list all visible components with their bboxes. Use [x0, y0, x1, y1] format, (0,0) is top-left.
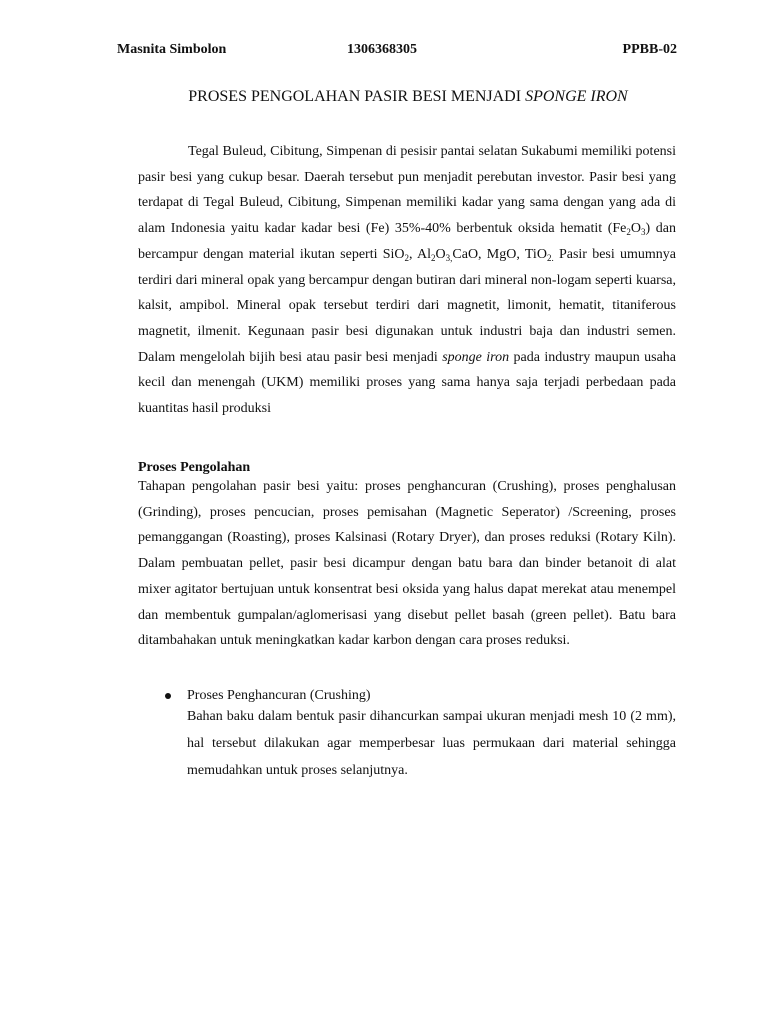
- title-italic: SPONGE IRON: [525, 88, 628, 105]
- intro-text: pada industry maupun usaha kecil dan menengah (UKM) memiliki proses yang sama hanya saja terjadi perbedaan pada kuantitas hasil produksi: [138, 349, 677, 417]
- section-heading: Proses Pengolahan: [138, 460, 251, 475]
- intro-text: CaO, MgO, TiO: [452, 246, 547, 262]
- italic-term: sponge iron: [442, 349, 510, 365]
- subscript: 2: [404, 252, 410, 263]
- subscript: 2: [431, 252, 436, 263]
- intro-text: , Al: [409, 246, 432, 262]
- title-main: PROSES PENGOLAHAN PASIR BESI MENJADI: [188, 88, 522, 105]
- page-header: [117, 42, 677, 62]
- document-code: PPBB-02: [622, 42, 677, 57]
- intro-paragraph: [138, 139, 676, 422]
- student-id: 1306368305: [347, 42, 417, 57]
- bullet-title: Proses Penghancuran (Crushing): [187, 688, 371, 703]
- subscript: 2: [626, 227, 631, 238]
- intro-text: Pasir besi umumnya terdiri dari mineral opak yang bercampur dengan butiran dari mineral non-logam seperti kuarsa, kalsit, ampibol. Mineral opak tersebut terdiri dari magnetit, limonit, hematit, titaniferous magnetit, ilmenit. Kegunaan pasir besi digunakan untuk industri baja dan industri semen. Dalam mengelolah bijih besi atau pasir besi menjadi: [138, 246, 676, 365]
- intro-text: ) dan bercampur dengan material ikutan seperti SiO: [138, 221, 676, 262]
- intro-text: O: [435, 246, 446, 262]
- bullet-icon: [165, 693, 171, 699]
- subscript: 3,: [445, 252, 453, 263]
- document-title: [138, 88, 678, 106]
- intro-text: O: [630, 221, 642, 237]
- subscript: 2.: [546, 252, 554, 263]
- section-paragraph: Tahapan pengolahan pasir besi yaitu: proses penghancuran (Crushing), proses penghalusan (Grinding), proses pencucian, proses pemisahan (Magnetic Seperator) /Screening, proses pemanggangan (Roasting), proses Kalsinasi (Rotary Dryer), dan proses reduksi (Rotary Kiln). Dalam pembuatan pellet, pasir besi dicampur dengan batu bara dan binder betanoit di alat mixer agitator bertujuan untuk konsentrat besi oksida yang halus dapat merekat atau menempel dan membentuk gumpalan/aglomerisasi yang disebut pellet basah (green pellet). Batu bara ditambahakan untuk meningkatkan kadar karbon dengan cara proses reduksi.: [138, 479, 676, 649]
- intro-text: Tegal Buleud, Cibitung, Simpenan di pesisir pantai selatan Sukabumi memiliki potensi pasir besi yang cukup besar. Daerah tersebut pun menjadit perebutan investor. Pasir besi yang terdapat di Tegal Buleud, Cibitung, Simpenan memiliki kadar yang sama dengan yang ada di alam Indonesia yaitu kadar kadar besi (Fe) 35%-40% berbentuk oksida hematit (Fe: [138, 144, 676, 237]
- author-name: Masnita Simbolon: [117, 42, 227, 57]
- bullet-body: Bahan baku dalam bentuk pasir dihancurkan sampai ukuran menjadi mesh 10 (2 mm), hal tersebut dilakukan agar memperbesar luas permukaan dari material sehingga memudahkan untuk proses selanjutnya.: [187, 709, 676, 778]
- subscript: 3: [641, 227, 646, 238]
